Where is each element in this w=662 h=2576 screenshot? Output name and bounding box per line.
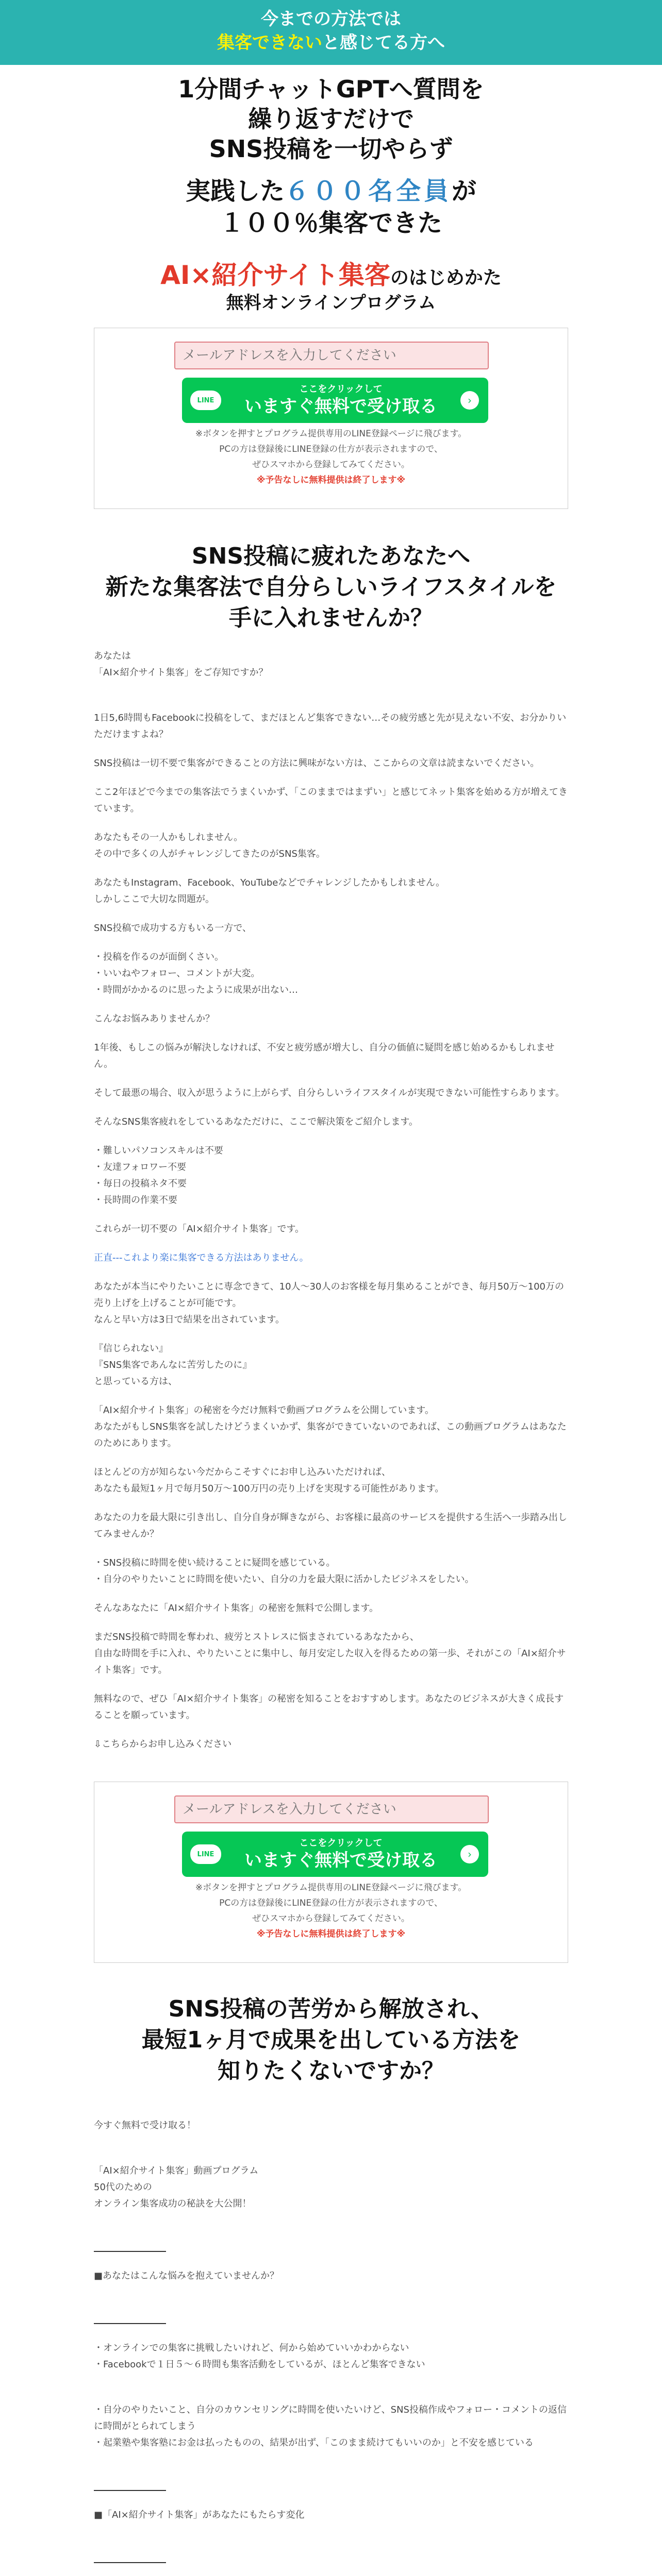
hero-program: 無料オンラインプログラム bbox=[226, 293, 436, 313]
intro-text: 今すぐ無料で受け取る！ bbox=[94, 2120, 196, 2131]
article-paragraph: ほとんどの方が知らない今だからこそすぐにお申し込みいただければ、 あなたも最短1ヶ月で毎月50万〜100万円の売り上げを実現する可能性があります。 bbox=[94, 1467, 444, 1494]
article-body bbox=[94, 648, 568, 1753]
article-paragraph: あなたの力を最大限に引き出し、自分自身が輝きながら、お客様に最高のサービスを提供する生活へ一歩踏み出してみませんか？ bbox=[94, 1512, 567, 1539]
divider bbox=[94, 2562, 166, 2563]
line-signup-button[interactable] bbox=[182, 378, 488, 423]
article-paragraph: ・投稿を作るのが面倒くさい。 ・いいねやフォロー、コメントが大変。 ・時間がかかるのに思ったように成果が出ない… bbox=[94, 952, 298, 995]
article-paragraph: ・難しいパソコンスキルは不要 ・友達フォロワー不要 ・毎日の投稿ネタ不要 ・長時間の作業不要 bbox=[94, 1145, 223, 1206]
hero-line2: 繰り返すだけで bbox=[248, 105, 414, 133]
section-title: SNS投稿に疲れたあなたへ 新たな集客法で自分らしいライフスタイルを 手に入れませんか？ bbox=[105, 543, 557, 631]
line-signup-button[interactable] bbox=[182, 1832, 488, 1877]
button-main-label: いますぐ無料で受け取る bbox=[244, 396, 437, 417]
article-paragraph: まだSNS投稿で時間を奪われ、疲労とストレスに悩まされているあなたから、 自由な時間を手に入れ、やりたいことに集中し、毎月安定した収入を得るための第一歩、それがこの「AI×紹介サイト集客」です。 bbox=[94, 1632, 566, 1675]
button-main-label: いますぐ無料で受け取る bbox=[244, 1850, 437, 1871]
hero-practice-line1: 実践した６００名全員が bbox=[185, 177, 477, 206]
article-paragraph: SNS投稿で成功する方もいる一方で、 bbox=[94, 923, 252, 934]
signup-form-2 bbox=[94, 1782, 568, 1963]
signup-form bbox=[94, 328, 568, 509]
section-release bbox=[94, 1994, 568, 2087]
program-details bbox=[94, 2101, 568, 2576]
paragraph: ・自分のやりたいこと、自分のカウンセリングに時間を使いたいけど、SNS投稿作成やフォロー・コメントの返信に時間がとられてしまう ・起業塾や集客塾にお金は払ったものの、結果が出ず、「このまま続けてもいいのか」と不安を感じている bbox=[94, 2404, 567, 2448]
form-note: ※ボタンを押すとプログラム提供専用のLINE登録ページに飛びます。 bbox=[195, 1883, 467, 1893]
section-title: SNS投稿の苦労から解放され、 最短1ヶ月で成果を出している方法を 知りたくないですか？ bbox=[141, 1996, 521, 2084]
chevron-right-icon: › bbox=[460, 1845, 479, 1863]
banner-rest: と感じてる方へ bbox=[322, 32, 445, 53]
article-paragraph: そして最悪の場合、収入が思うように上がらず、自分らしいライフスタイルが実現できない可能性すらあります。 bbox=[94, 1088, 565, 1098]
practice-highlight: ６００名全員 bbox=[284, 177, 452, 206]
form-warning: ※予告なしに無料提供は終了します※ bbox=[256, 1929, 406, 1939]
divider bbox=[94, 2323, 166, 2324]
article-paragraph: SNS投稿は一切不要で集客ができることの方法に興味がない方は、ここからの文章は読まないでください。 bbox=[94, 758, 540, 769]
hero-section bbox=[94, 65, 568, 314]
article-paragraph: 正直---これより楽に集客できる方法はありません。 bbox=[94, 1252, 309, 1263]
article-paragraph: これらが一切不要の「AI×紹介サイト集客」です。 bbox=[94, 1224, 305, 1234]
banner-line1: 今までの方法では bbox=[261, 9, 401, 29]
section-tired bbox=[94, 541, 568, 634]
article-paragraph: ⇩こちらからお申し込みください bbox=[94, 1739, 232, 1750]
banner-line2 bbox=[0, 31, 662, 55]
article-paragraph: こんなお悩みありませんか？ bbox=[94, 1013, 214, 1024]
hero-line3: SNS投稿を一切やらず bbox=[209, 135, 453, 163]
intro-text: 「AI×紹介サイト集客」動画プログラム 50代のための オンライン集客成功の秘訣を大公開！ bbox=[94, 2165, 259, 2209]
form-note: ぜひスマホから登録してみてください。 bbox=[252, 1913, 410, 1924]
article-paragraph: ・SNS投稿に時間を使い続けることに疑問を感じている。 ・自分のやりたいことに時間を使いたい、自分の力を最大限に活かしたビジネスをしたい。 bbox=[94, 1557, 474, 1585]
top-banner bbox=[0, 0, 662, 65]
article-paragraph: そんなSNS集客疲れをしているあなただけに、ここで解決策をご紹介します。 bbox=[94, 1116, 418, 1127]
hero-line1: 1分間チャットGPTへ質問を bbox=[178, 75, 484, 103]
email-input[interactable] bbox=[174, 342, 489, 369]
form-note: ※ボタンを押すとプログラム提供専用のLINE登録ページに飛びます。 bbox=[195, 429, 467, 439]
chevron-right-icon: › bbox=[460, 391, 479, 410]
email-input[interactable] bbox=[174, 1795, 489, 1823]
line-logo-icon: LINE bbox=[190, 1844, 221, 1864]
paragraph: ・オンラインでの集客に挑戦したいけれど、何から始めていいかわからない ・Facebookで１日５〜６時間も集客活動をしているが、ほとんど集客できない bbox=[94, 2343, 425, 2370]
form-note: ぜひスマホから登録してみてください。 bbox=[252, 460, 410, 470]
article-paragraph: 1年後、もしこの悩みが解決しなければ、不安と疲労感が増大し、自分の価値に疑問を感じ始めるかもしれません。 bbox=[94, 1042, 555, 1070]
article-paragraph: あなたは 「AI×紹介サイト集客」をご存知ですか？ bbox=[94, 651, 268, 678]
hero-practice bbox=[94, 175, 568, 239]
subheading: ■あなたはこんな悩みを抱えていませんか？ bbox=[94, 2270, 279, 2281]
article-paragraph: 1日5,6時間もFacebookに投稿をして、まだほとんど集客できない…その疲労感と先が見えない不安、お分かりいただけますよね？ bbox=[94, 713, 567, 740]
form-note: PCの方は登録後にLINE登録の仕方が表示されますので、 bbox=[219, 444, 443, 454]
subheading: ■「AI×紹介サイト集客」があなたにもたらす変化 bbox=[94, 2510, 305, 2520]
article-paragraph: 無料なので、ぜひ「AI×紹介サイト集客」の秘密を知ることをおすすめします。あなたのビジネスが大きく成長することを願っています。 bbox=[94, 1693, 564, 1721]
article-paragraph: 『信じられない』 『SNS集客であんなに苦労したのに』 と思っている方は、 bbox=[94, 1343, 252, 1387]
form-warning: ※予告なしに無料提供は終了します※ bbox=[256, 475, 406, 485]
divider bbox=[94, 2251, 166, 2252]
article-paragraph bbox=[94, 693, 568, 698]
form-note: PCの方は登録後にLINE登録の仕方が表示されますので、 bbox=[219, 1898, 443, 1908]
article-paragraph: あなたもInstagram、Facebook、YouTubeなどでチャレンジしたかもしれません。 しかしここで大切な問題が。 bbox=[94, 877, 445, 905]
line-logo-icon: LINE bbox=[190, 391, 221, 410]
divider bbox=[94, 2490, 166, 2491]
article-paragraph: ここ2年ほどで今までの集客法でうまくいかず、「このままではまずい」と感じてネット集客を始める方が増えてきています。 bbox=[94, 787, 568, 814]
banner-highlight: 集客できない bbox=[217, 32, 322, 53]
hero-practice-line2: １００％集客できた bbox=[219, 209, 442, 238]
article-paragraph: 「AI×紹介サイト集客」の秘密を今だけ無料で動画プログラムを公開しています。 あなたがもしSNS集客を試したけどうまくいかず、集客ができていないのであれば、この動画プログラムはあなたのためにあります。 bbox=[94, 1405, 567, 1449]
button-top-label: ここをクリックして bbox=[299, 384, 383, 395]
article-paragraph: そんなあなたに「AI×紹介サイト集客」の秘密を無料で公開します。 bbox=[94, 1603, 379, 1614]
article-paragraph: あなたが本当にやりたいことに専念できて、10人〜30人のお客様を毎月集めることができ、毎月50万〜100万の売り上げを上げることが可能です。 なんと早い方は3日で結果を出されています。 bbox=[94, 1281, 564, 1325]
hero-brand: AI×紹介サイト集客のはじめかた bbox=[160, 260, 502, 290]
button-top-label: ここをクリックして bbox=[299, 1838, 383, 1849]
brand-name: AI×紹介サイト集客 bbox=[160, 260, 390, 290]
article-paragraph: あなたもその一人かもしれません。 その中で多くの人がチャレンジしてきたのがSNS集客。 bbox=[94, 832, 325, 859]
hero-headline bbox=[94, 74, 568, 164]
